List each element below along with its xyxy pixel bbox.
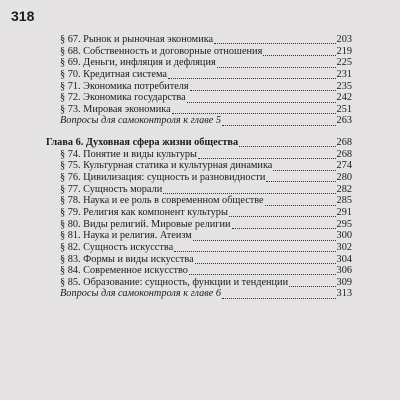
toc-chapter-heading: Глава 6. Духовная сфера жизни общества 268 — [46, 137, 352, 149]
toc-entry: § 72. Экономика государства 242 — [60, 92, 352, 104]
toc-entry: § 82. Сущность искусства 302 — [60, 241, 352, 253]
toc-entry: § 68. Собственность и договорные отношения 219 — [60, 45, 352, 57]
toc-entry: § 69. Деньги, инфляция и дефляция 225 — [60, 57, 352, 69]
toc-entry: § 80. Виды религий. Мировые религии 295 — [60, 218, 352, 230]
toc-entry: § 83. Формы и виды искусства 304 — [60, 253, 352, 265]
toc-entry: § 84. Современное искусство 306 — [60, 265, 352, 277]
toc-entry: § 71. Экономика потребителя 235 — [60, 80, 352, 92]
toc-entry: § 75. Культурная статика и культурная динамика 274 — [60, 160, 352, 172]
toc-entry: § 76. Цивилизация: сущность и разновидности 280 — [60, 172, 352, 184]
toc-entry: § 67. Рынок и рыночная экономика 203 — [60, 34, 352, 45]
toc-questions-entry: Вопросы для самоконтроля к главе 6 313 — [60, 288, 352, 300]
page-number: 318 — [11, 8, 35, 24]
toc-entry: § 79. Религия как компонент культуры 291 — [60, 206, 352, 218]
toc-entry: § 85. Образование: сущность, функции и тенденции 309 — [60, 276, 352, 288]
table-of-contents — [46, 34, 352, 300]
toc-entry: § 70. Кредитная система 231 — [60, 68, 352, 80]
toc-entry: § 74. Понятие и виды культуры 268 — [60, 148, 352, 160]
toc-questions-entry: Вопросы для самоконтроля к главе 5 263 — [60, 115, 352, 127]
toc-entry: § 73. Мировая экономика 251 — [60, 103, 352, 115]
toc-entry: § 77. Сущность морали 282 — [60, 183, 352, 195]
toc-entry: § 78. Наука и ее роль в современном обществе 285 — [60, 195, 352, 207]
toc-entry: § 81. Наука и религия. Атеизм 300 — [60, 230, 352, 242]
